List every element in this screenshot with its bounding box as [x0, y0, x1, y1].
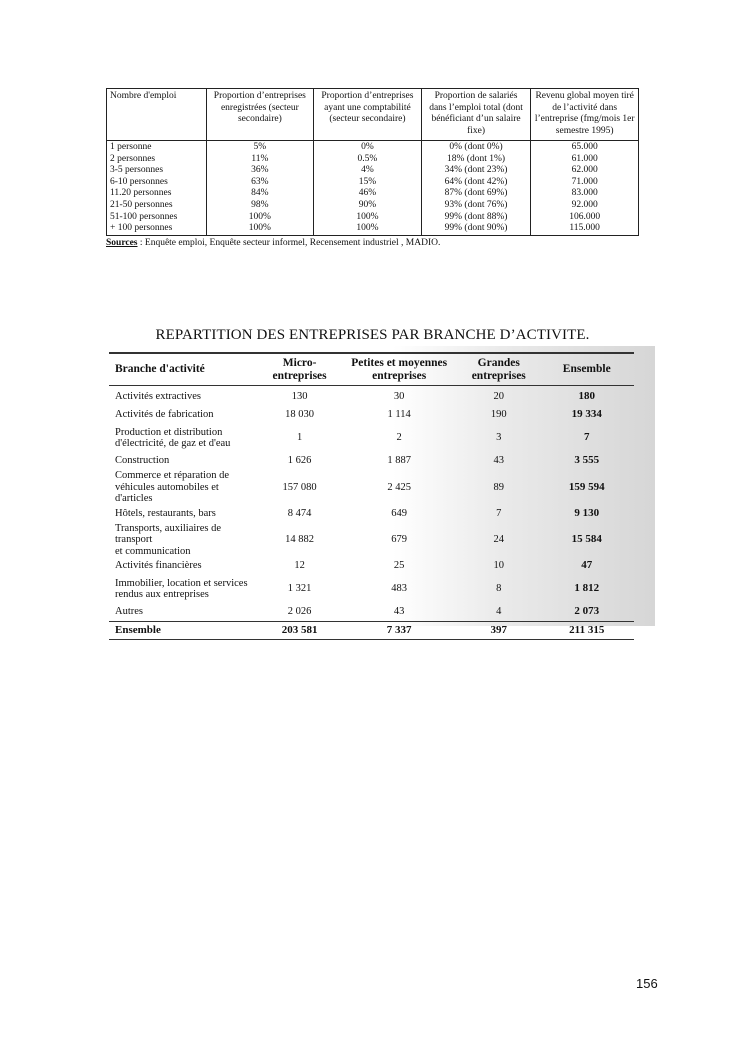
branch-label: Activités de fabrication [115, 409, 214, 421]
table-cell: 7 337 [340, 622, 458, 640]
table-cell: 3-5 personnes [107, 165, 207, 177]
table-cell: 89 [493, 481, 504, 493]
table-cell: 99% (dont 90%) [421, 223, 531, 235]
branch-label: Production et distribution d'électricité, de gaz et d'eau [115, 426, 231, 449]
table-row [109, 470, 634, 505]
table-cell: 100% [314, 212, 422, 224]
header-ensemble: Ensemble [540, 353, 635, 386]
table-cell: 180 [578, 390, 595, 403]
table-row [109, 452, 634, 470]
sources-label: Sources [106, 238, 138, 248]
table-cell: 7 [496, 507, 502, 519]
table-cell: 2 425 [387, 481, 411, 493]
table-cell: 1 321 [287, 583, 312, 595]
branch-label: Commerce et réparation de véhicules automobiles et d'articles [115, 470, 229, 504]
table-row [107, 154, 639, 166]
table-cell: 51-100 personnes [107, 212, 207, 224]
header-grandes: Grandes entreprises [458, 353, 540, 386]
table-cell: 106.000 [531, 212, 639, 224]
table-cell: 15% [314, 177, 422, 189]
table-cell: 34% (dont 23%) [421, 165, 531, 177]
table-cell: 397 [458, 622, 540, 640]
table-cell: 649 [391, 507, 408, 519]
table-cell: 1 [296, 432, 303, 444]
table-cell: 5% [206, 141, 314, 154]
branch-table [109, 352, 634, 640]
total-row [109, 622, 634, 640]
table-row [109, 386, 634, 407]
table-cell: 93% (dont 76%) [421, 200, 531, 212]
branch-label: Transports, auxiliaires de transport et communication [115, 522, 222, 557]
table-row [107, 141, 639, 154]
table-row [109, 523, 634, 558]
table-cell: 87% (dont 69%) [421, 188, 531, 200]
table-cell: 18% (dont 1%) [421, 154, 531, 166]
table-row [107, 212, 639, 224]
table-cell: 47 [581, 559, 593, 572]
table-cell: 4% [314, 165, 422, 177]
table-cell: 190 [490, 409, 507, 421]
table-cell: 84% [206, 188, 314, 200]
table-cell: 65.000 [531, 141, 639, 154]
branch-label: Activités financières [115, 560, 202, 572]
table-row [109, 557, 634, 575]
table-cell: 3 555 [574, 454, 600, 467]
section-title: REPARTITION DES ENTREPRISES PAR BRANCHE D’ACTIVITE. [155, 327, 590, 343]
table-row [107, 223, 639, 235]
table-cell: 83.000 [531, 188, 639, 200]
table-cell: 1 626 [287, 455, 312, 467]
table-cell: 4 [496, 606, 502, 618]
table-cell: 679 [391, 534, 408, 545]
table-cell: 10 [493, 560, 504, 572]
table-cell: 1 personne [107, 141, 207, 154]
branch-label: Autres [115, 606, 143, 618]
branch-label: Activités extractives [115, 391, 202, 403]
table-cell: 157 080 [282, 481, 317, 493]
table-row [107, 165, 639, 177]
table-cell: 11% [206, 154, 314, 166]
table-row [109, 575, 634, 603]
table-row [109, 603, 634, 622]
table-cell: 130 [291, 391, 308, 403]
table-cell: + 100 personnes [107, 223, 207, 235]
table-cell: 24 [493, 534, 504, 545]
table-cell: 11.20 personnes [107, 188, 207, 200]
table-cell: 8 474 [287, 507, 312, 519]
employment-table-header [107, 89, 639, 141]
header-proportion-comptabilite: Proportion d’entreprises ayant une comptabilité (secteur secondaire) [314, 89, 422, 141]
table-cell: 203 581 [259, 622, 341, 640]
header-proportion-enregistrees: Proportion d’entreprises enregistrées (secteur secondaire) [206, 89, 314, 141]
header-pme: Petites et moyennes entreprises [340, 353, 458, 386]
table-cell: 6-10 personnes [107, 177, 207, 189]
table-row [109, 505, 634, 523]
table-cell: 18 030 [285, 409, 315, 421]
table-cell: 100% [206, 212, 314, 224]
table-cell: 3 [496, 432, 502, 444]
table-cell: 2 026 [287, 606, 312, 618]
page-number: 156 [636, 976, 658, 991]
table-cell: 14 882 [285, 534, 315, 545]
table-cell: 30 [393, 391, 405, 403]
table-cell: 19 334 [571, 408, 602, 421]
branch-label: Immobilier, location et services rendus aux entreprises [115, 577, 248, 600]
table-cell: 92.000 [531, 200, 639, 212]
table-cell: 21-50 personnes [107, 200, 207, 212]
table-cell: 25 [393, 560, 405, 572]
header-proportion-salaries: Proportion de salariés dans l’emploi total (dont bénéficiant d’un salaire fixe) [421, 89, 531, 141]
table-cell: 0% [314, 141, 422, 154]
table-cell: 36% [206, 165, 314, 177]
header-branche: Branche d'activité [109, 353, 259, 386]
table-cell: 12 [294, 560, 305, 572]
branch-label: Construction [115, 455, 170, 467]
branch-table-panel [109, 346, 655, 636]
table-cell: 15 584 [571, 533, 602, 545]
table-row [107, 177, 639, 189]
table-row [107, 188, 639, 200]
table-cell: 20 [493, 391, 504, 403]
table-cell: 71.000 [531, 177, 639, 189]
table-row [107, 200, 639, 212]
table-cell: 7 [584, 431, 590, 444]
table-cell: 63% [206, 177, 314, 189]
table-cell: 0% (dont 0%) [421, 141, 531, 154]
table-cell: 1 887 [387, 455, 411, 467]
table-cell: 43 [393, 606, 405, 618]
table-cell: 8 [496, 583, 502, 595]
table-row [109, 424, 634, 452]
table-cell: 43 [493, 455, 504, 467]
branch-table-header [109, 353, 634, 386]
table-cell: 61.000 [531, 154, 639, 166]
table-cell: 64% (dont 42%) [421, 177, 531, 189]
table-cell: 483 [391, 583, 408, 595]
table-cell: 62.000 [531, 165, 639, 177]
table-cell: 0.5% [314, 154, 422, 166]
table-row [109, 406, 634, 424]
table-cell: 46% [314, 188, 422, 200]
table-cell: 98% [206, 200, 314, 212]
table-cell: 100% [206, 223, 314, 235]
table-cell: 159 594 [568, 480, 605, 493]
sources-text: : Enquête emploi, Enquête secteur informel, Recensement industriel , MADIO. [137, 238, 441, 248]
employment-table [106, 88, 639, 236]
table-cell: 1 812 [574, 582, 600, 595]
table-cell: 115.000 [531, 223, 639, 235]
header-nombre-emploi: Nombre d'emploi [107, 89, 207, 141]
table-cell: 99% (dont 88%) [421, 212, 531, 224]
table-cell: 1 114 [387, 409, 411, 421]
sources-note [106, 237, 440, 249]
branch-label: Hôtels, restaurants, bars [115, 507, 216, 519]
table-cell: 9 130 [574, 506, 600, 519]
table-cell: 90% [314, 200, 422, 212]
header-micro: Micro- entreprises [259, 353, 341, 386]
total-label: Ensemble [109, 622, 259, 640]
table-cell: 211 315 [540, 622, 635, 640]
table-cell: 100% [314, 223, 422, 235]
table-cell: 2 [396, 432, 402, 444]
header-revenu-global: Revenu global moyen tiré de l’activité dans l’entreprise (fmg/mois 1er semestre 1995) [531, 89, 639, 141]
table-cell: 2 073 [574, 605, 600, 618]
table-cell: 2 personnes [107, 154, 207, 166]
